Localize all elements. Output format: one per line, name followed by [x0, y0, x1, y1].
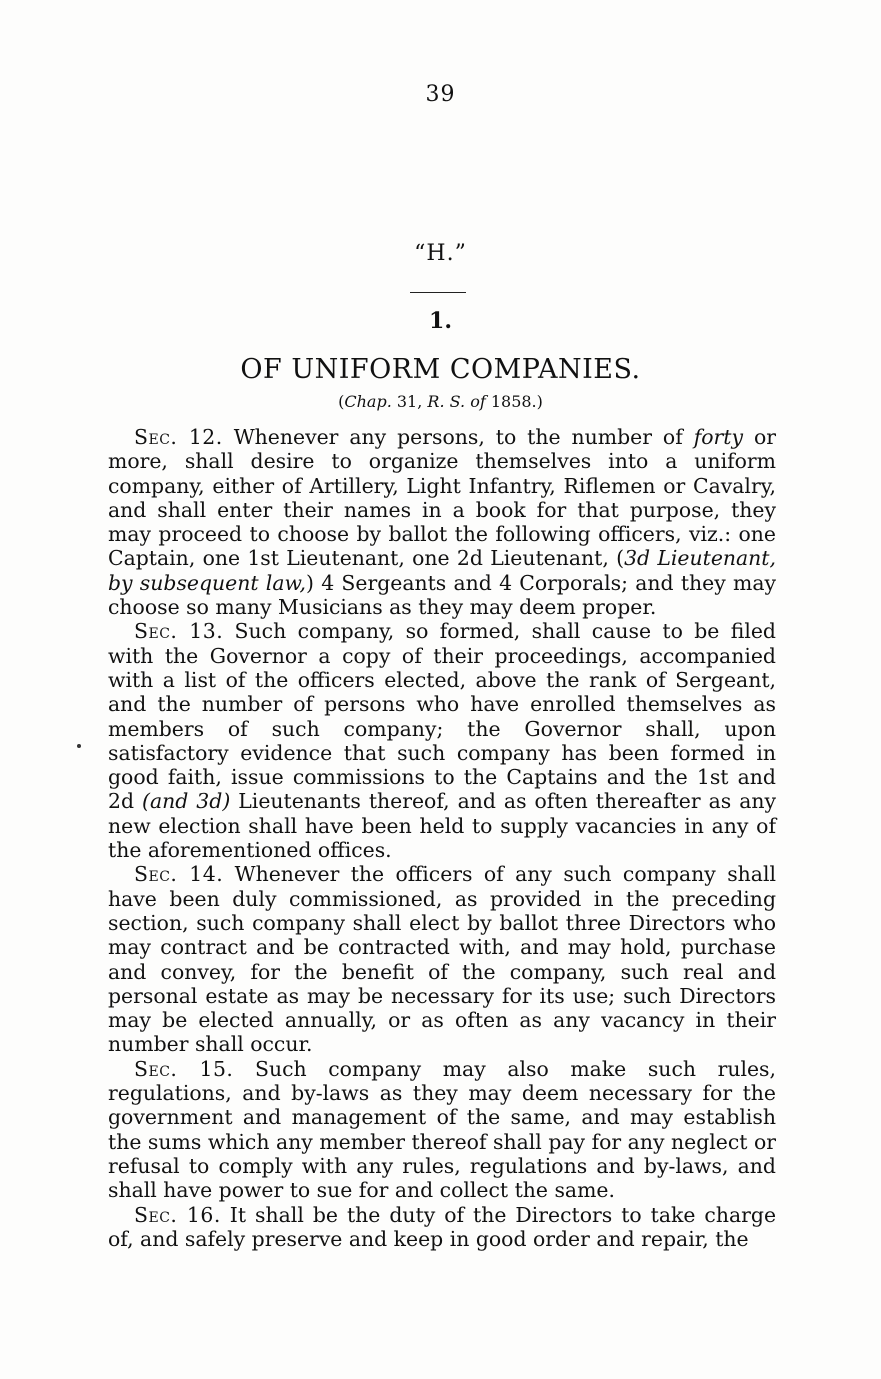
section-number: 1. — [429, 308, 452, 334]
section-14-text: Whenever the officers of any such company shall have been duly commissioned, as provided in the preceding section, such company shall elect by ballot three Directors who may contract and be contracted with, and may hold, purchase and convey, for the benefit of the company, such real and personal estate as may be necessary for its use; such Directors may be elected annually, or as often as any vacancy in their number shall occur. — [108, 862, 776, 1057]
section-12-emphasis: 3d Lieutenant, by subsequent law, — [108, 546, 776, 595]
section-13-label: Sec. 13. — [134, 619, 224, 644]
citation-statute: R. S. of — [427, 392, 486, 411]
section-12-paragraph — [108, 425, 776, 619]
section-12-text: Whenever any persons, to the number of — [222, 425, 694, 449]
section-16-label: Sec. 16. — [134, 1202, 221, 1227]
section-13-paragraph — [108, 619, 776, 862]
section-13-text: Such company, so formed, shall cause to be filed with the Governor a copy of their proceedings, accompanied with a list of the officers elected, above the rank of Sergeant, and the number of persons who have enrolled themselves as members of such company; the Governor shall, upon satisfactory evidence that such company has been formed in good faith, issue commissions to the Captains and the 1st and 2d — [108, 619, 776, 814]
section-12-text: or more, shall desire to organize themselves into a uniform company, either of Artillery, Light Infantry, Riflemen or Cavalry, and shall enter their names in a book for that purpose, they may proceed to choose by ballot the following officers, viz.: one Captain, one 1st Lieutenant, one 2d Lieutenant, ( — [108, 425, 776, 571]
citation-number: 31, — [391, 392, 428, 411]
section-13-emphasis: (and 3d) — [142, 789, 231, 814]
section-16-text: It shall be the duty of the Directors to take charge of, and safely preserve and keep in good order and repair, the — [108, 1202, 777, 1251]
section-12-label: Sec. 12. — [134, 425, 223, 449]
section-letter: “H.” — [414, 241, 467, 266]
divider-rule — [410, 292, 466, 293]
citation-chap: Chap. — [344, 392, 392, 411]
body-text — [108, 425, 776, 1251]
section-16-paragraph — [108, 1203, 776, 1252]
chapter-citation — [0, 392, 881, 411]
section-14-paragraph — [108, 862, 776, 1056]
section-12-text: ) 4 Sergeants and 4 Corporals; and they may choose so many Musicians as they may deem proper. — [108, 570, 776, 620]
page-number: 39 — [425, 82, 456, 107]
margin-speck — [77, 744, 81, 748]
section-13-text: Lieutenants thereof, and as often thereafter as any new election shall have been held to supply vacancies in any of the aforementioned offices. — [108, 789, 777, 863]
section-15-text: Such company may also make such rules, regulations, and by-laws as they may deem necessary for the government and management of the same, and may establish the sums which any member thereof shall pay for any neglect or refusal to comply with any rules, regulations and by-laws, and shall have power to sue for and collect the same. — [108, 1056, 776, 1203]
section-14-label: Sec. 14. — [134, 862, 224, 887]
citation-year: 1858.) — [485, 392, 543, 411]
section-12-emphasis: forty — [693, 425, 744, 449]
section-15-label: Sec. 15. — [134, 1056, 234, 1081]
citation-open: ( — [338, 392, 345, 411]
section-15-paragraph — [108, 1057, 776, 1203]
chapter-heading: OF UNIFORM COMPANIES. — [240, 354, 641, 385]
